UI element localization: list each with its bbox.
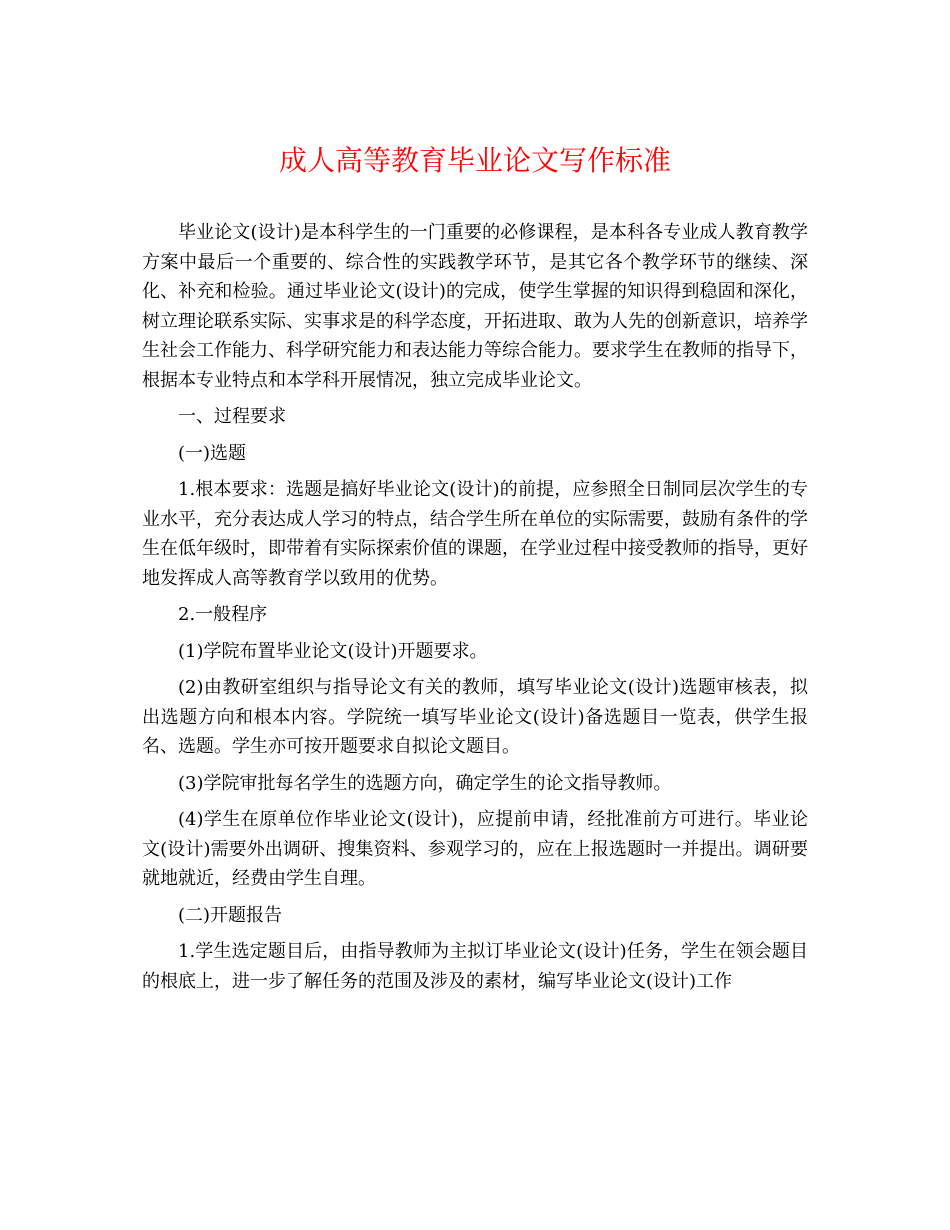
subheading-topic-selection: (一)选题 [178,442,247,464]
paragraph-basic-requirements: 1.根本要求：选题是搞好毕业论文(设计)的前提，应参照全日制同层次学生的专业水平，充分表达成人学习的特点，结合学生所在单位的实际需要，鼓励有条件的学生在低年级时，即带着有实际探索价值的课题，在学业过程中接受教师的指导，更好地发挥成人高等教育学以致用的优势。 [142,479,808,589]
list-item: (2)由教研室组织与指导论文有关的教师，填写毕业论文(设计)选题审核表，拟出选题方向和根本内容。学院统一填写毕业论文(设计)备选题目一览表，供学生报名、选题。学生亦可按开题要求自拟论文题目。 [142,677,808,757]
paragraph-opening-report: 1.学生选定题目后，由指导教师为主拟订毕业论文(设计)任务，学生在领会题目的根底上，进一步了解任务的范围及涉及的素材，编写毕业论文(设计)工作 [142,941,808,992]
subheading-opening-report: (二)开题报告 [178,904,283,926]
list-item: (1)学院布置毕业论文(设计)开题要求。 [178,640,488,662]
list-item: (3)学院审批每名学生的选题方向，确定学生的论文指导教师。 [178,772,672,794]
document-body [142,218,808,1003]
paragraph-intro: 毕业论文(设计)是本科学生的一门重要的必修课程，是本科各专业成人教育教学方案中最后一个重要的、综合性的实践教学环节，是其它各个教学环节的继续、深化、补充和检验。通过毕业论文(设计)的完成，使学生掌握的知识得到稳固和深化，树立理论联系实际、实事求是的科学态度，开拓进取、敢为人先的创新意识，培养学生社会工作能力、科学研究能力和表达能力等综合能力。要求学生在教师的指导下，根据本专业特点和本学科开展情况，独立完成毕业论文。 [142,222,808,391]
list-item: (4)学生在原单位作毕业论文(设计)，应提前申请，经批准前方可进行。毕业论文(设计)需要外出调研、搜集资料、参观学习的，应在上报选题时一并提出。调研要就地就近，经费由学生自理。 [142,809,808,889]
heading-process-requirements: 一、过程要求 [178,406,286,427]
document-title: 成人高等教育毕业论文写作标准 [278,144,671,177]
item-general-procedure: 2.一般程序 [178,604,268,625]
